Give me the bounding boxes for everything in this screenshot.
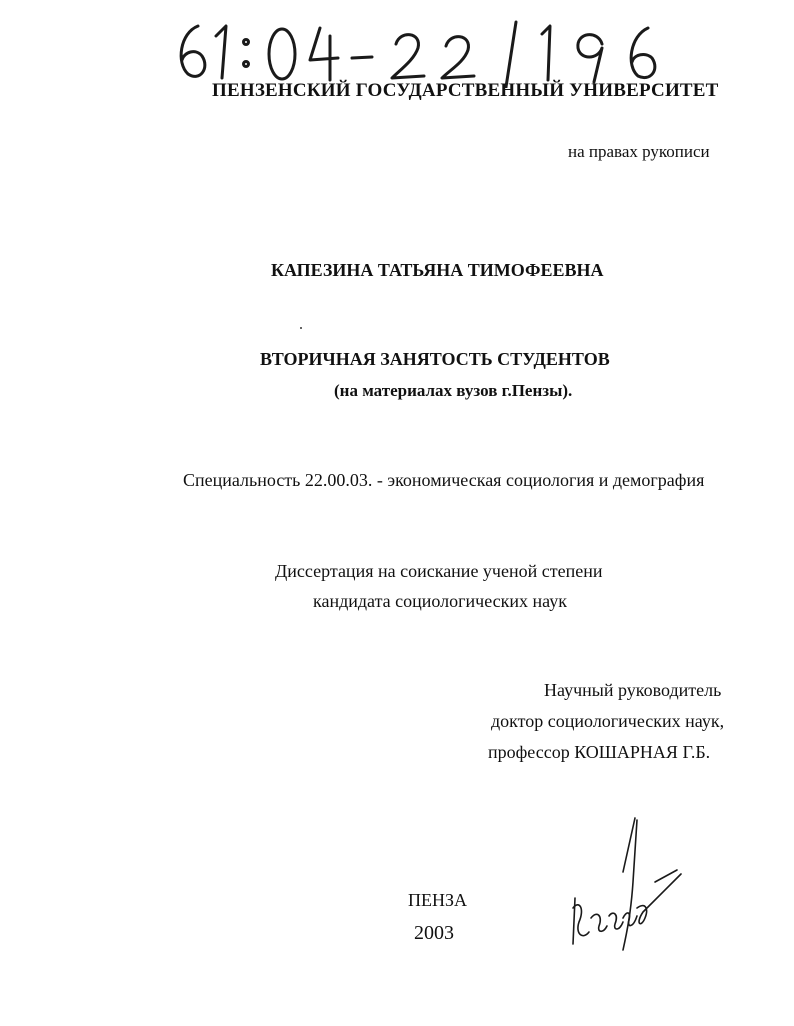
advisor-degree: доктор социологических наук,	[491, 711, 725, 731]
handwritten-code-drawing	[170, 8, 670, 88]
dissertation-purpose-line1: Диссертация на соискание ученой степени	[275, 561, 603, 581]
handwritten-code	[170, 8, 670, 88]
handwritten-signature	[565, 812, 685, 957]
author-name: КАПЕЗИНА ТАТЬЯНА ТИМОФЕЕВНА	[271, 260, 604, 280]
dissertation-subtitle: (на материалах вузов г.Пензы).	[334, 381, 573, 400]
specialty-line: Специальность 22.00.03. - экономическая социология и демография	[183, 470, 705, 490]
year: 2003	[414, 922, 454, 944]
signature-drawing	[565, 812, 685, 957]
stray-dot	[300, 327, 302, 329]
advisor-name: профессор КОШАРНАЯ Г.Б.	[488, 742, 711, 762]
city: ПЕНЗА	[408, 890, 468, 910]
university-name: ПЕНЗЕНСКИЙ ГОСУДАРСТВЕННЫЙ УНИВЕРСИТЕТ	[212, 80, 719, 101]
advisor-role: Научный руководитель	[544, 680, 722, 700]
dissertation-title: ВТОРИЧНАЯ ЗАНЯТОСТЬ СТУДЕНТОВ	[260, 349, 610, 369]
dissertation-purpose-line2: кандидата социологических наук	[313, 591, 567, 611]
rights-note: на правах рукописи	[568, 142, 710, 161]
